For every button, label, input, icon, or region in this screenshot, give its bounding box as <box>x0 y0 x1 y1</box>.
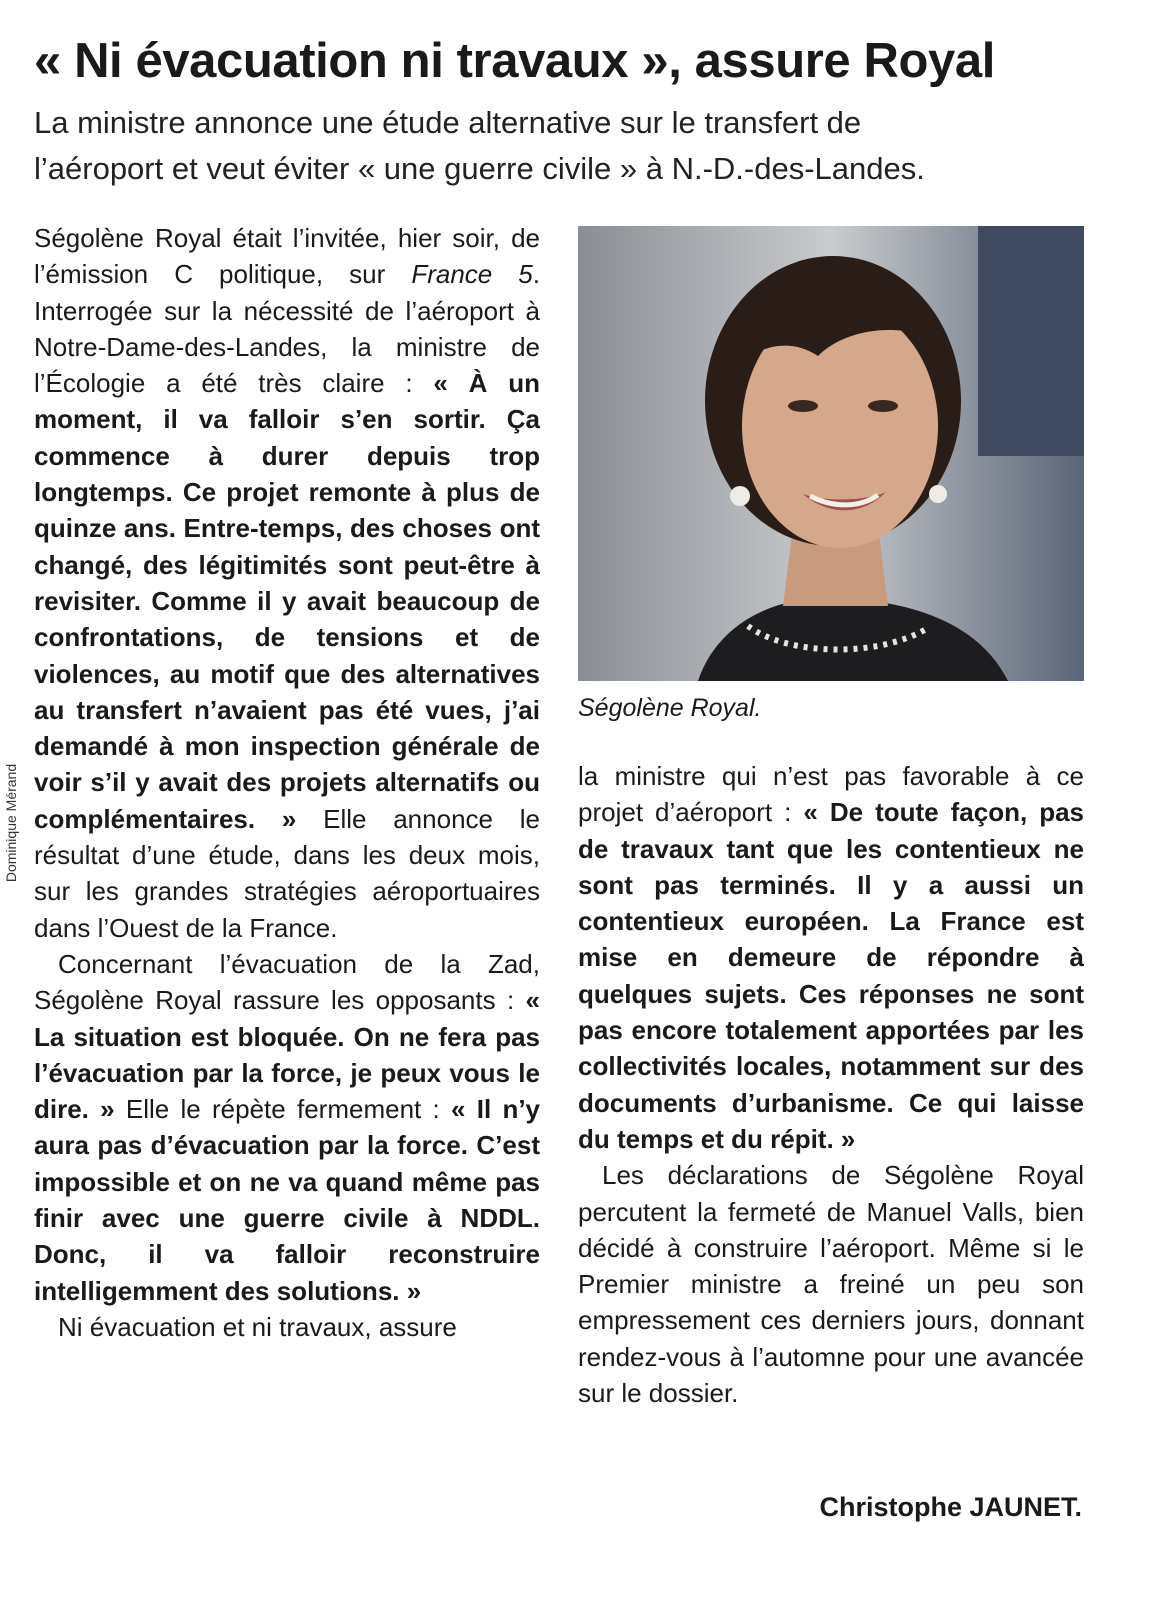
paragraph <box>578 1157 1084 1411</box>
portrait-photo <box>578 226 1084 681</box>
standfirst-line: l’aéroport et veut éviter « une guerre civile » à N.-D.-des-Landes. <box>34 151 925 186</box>
byline: Christophe JAUNET. <box>819 1492 1082 1522</box>
channel-name: France 5 <box>411 259 533 290</box>
text-run: Elle le répète fermement : <box>114 1094 452 1125</box>
text-run: la ministre qui n’est pas favorable à ce projet d’aéroport : <box>578 761 1084 828</box>
text-run: Ni évacuation et ni travaux, assure <box>58 1311 457 1342</box>
paragraph <box>578 758 1084 1157</box>
photo-credit-text: Dominique Mérand <box>3 763 19 883</box>
quote: « La situation est bloquée. On ne fera pas l’évacuation par la force, je peux vous le dire. » <box>34 985 540 1125</box>
paragraph <box>34 220 540 946</box>
article-column-left <box>34 220 540 1345</box>
paragraph <box>34 946 540 1309</box>
quote: « De toute façon, pas de travaux tant que les contentieux ne sont pas terminés. Il y a aussi un contentieux européen. La France est mise en demeure de répondre à quelques sujets. Ces réponses ne sont pas encore totalement apportées par les collectivités locales, notamment sur des documents d’urbanisme. Ce qui laisse du temps et du répit. » <box>578 797 1084 1154</box>
headline: « Ni évacuation ni travaux », assure Royal <box>34 34 995 88</box>
text-run: Elle annonce le résultat d’une étude, dans les deux mois, sur les grandes stratégies aéroportuaires dans l’Ouest de la France. <box>34 803 540 943</box>
photo-caption: Ségolène Royal. <box>578 694 762 722</box>
standfirst <box>34 100 1144 192</box>
quote: « Il n’y aura pas d’évacuation par la force. C’est impossible et on ne va quand même pas finir avec une guerre civile à NDDL. Donc, il va falloir reconstruire intelligemment des solutions. » <box>34 1094 541 1306</box>
portrait-icon <box>578 226 1084 681</box>
text-run: . Interrogée sur la nécessité de l’aéroport à Notre-Dame-des-Landes, la ministre de l’Écologie a été très claire : <box>34 259 540 399</box>
text-run: Concernant l’évacuation de la Zad, Ségolène Royal rassure les opposants : <box>34 948 540 1016</box>
text-run: Les déclarations de Ségolène Royal percutent la fermeté de Manuel Valls, bien décidé à construire l’aéroport. Même si le Premier ministre a freiné un peu son empressement ces derniers jours, donnant rendez-vous à l’automne pour une avancée sur le dossier. <box>578 1160 1084 1409</box>
article-column-right <box>578 758 1084 1411</box>
quote: « À un moment, il va falloir s’en sortir. Ça commence à durer depuis trop longtemps. Ce projet remonte à plus de quinze ans. Entre-temps, des choses ont changé, des légitimités sont peut-être à revisiter. Comme il y avait beaucoup de confrontations, de tensions et de violences, au motif que des alternatives au transfert n’avaient pas été vues, j’ai demandé à mon inspection générale de voir s’il y avait des projets alternatifs ou complémentaires. » <box>34 368 540 834</box>
photo-credit <box>0 738 22 908</box>
standfirst-line: La ministre annonce une étude alternative sur le transfert de <box>34 105 862 140</box>
text-run: Ségolène Royal était l’invitée, hier soir, de l’émission C politique, sur <box>34 223 540 290</box>
paragraph <box>34 1309 540 1345</box>
